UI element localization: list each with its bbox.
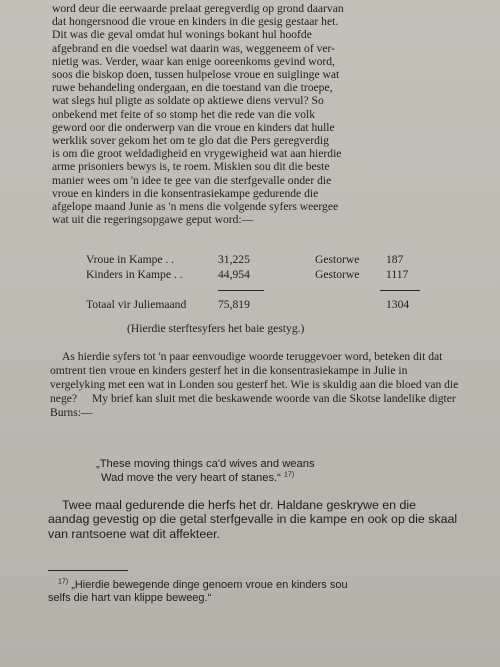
footnote-divider [48,570,128,571]
text-line: Dit was die geval omdat hul wonings bokant hul hoofde [52,28,312,42]
text-line: het in die konsentrasiekampe in Julie in vergelyking met een [50,364,408,391]
table-caption: (Hierdie sterftesyfers het baie gestyg.) [127,322,305,335]
burns-quote [96,457,456,485]
paragraph-2 [50,350,460,420]
total-label: Totaal vir Juliemaand [86,298,187,311]
text-line: wat uit die regeringsopgawe geput word:— [52,213,254,227]
text-line: onbekend met feite of so stomp het die rede van die volk [52,107,316,121]
footnote [48,579,460,605]
text-line: wat slegs hul pligte as soldate op aktiewe diens vervul? So [52,94,324,108]
text-line: Twee maal gedurende die herfs het dr. Haldane [62,498,324,512]
text-line: van die nege? [50,378,459,405]
text-line: My brief kan sluit met die beskawende woorde van die [91,392,347,405]
row-count: 31,225 [218,253,250,266]
text-line: in die kampe en ook op die skaal van rantsoene wat dit [48,512,458,541]
quote-line: „These moving things ca'd wives and weans [96,458,315,470]
text-line: word deur die eerwaarde prelaat geregverdig op grond daarvan [52,2,344,15]
paragraph-3 [48,498,460,541]
table-row [86,267,426,282]
row-deaths: 187 [386,253,404,266]
quote-line-text: Wad move the very heart of stanes.“ [101,472,281,484]
text-line: soos die biskop doen, tussen hulpelose vroue en suiglinge wat [52,68,340,82]
row-label: Vroue in Kampe . . [86,253,175,266]
sum-rule-deaths [380,290,420,291]
table-total-row [86,297,426,312]
text-line: nietig was. Verder, waar kan enige ooreenkoms gevind word, [52,54,335,68]
text-line: ruwe behandeling ondergaan, en die toestand van die troepe, [52,81,333,95]
footnote-line-1 [48,579,460,592]
table-row [86,252,426,267]
mortality-table [86,252,426,312]
total-count: 75,819 [218,298,250,311]
text-line: wat in Londen sou gesterf het. Wie is skuldig aan die bloed [147,378,422,391]
text-line: Skotse landelike digter Burns:— [50,392,456,419]
text-line: geword oor die onderwerp van die vroue en kinders dat hulle [52,120,335,134]
row-deaths: 1117 [386,268,409,281]
footnote-text: „Hierdie bewegende dinge genoem vroue en kinders sou [71,579,348,591]
footnote-ref: 17) [284,471,295,479]
paragraph-1 [52,2,460,226]
text-line: word, beteken dit dat omtrent tien vroue en kinders gesterf [50,350,443,377]
sum-rule-count [218,290,264,291]
row-count: 44,954 [218,268,250,281]
total-deaths: 1304 [386,298,410,311]
text-line: manier wees om 'n idee te gee van die sterfgevalle onder die [52,173,332,187]
text-line: geskrywe en die aandag gevestig op die getal sterfgevalle [48,498,417,527]
text-line: arme prisoniers bewys is, te roem. Miskien sou dit die beste [52,160,330,174]
text-line: vroue en kinders in die konsentrasiekampe gedurende die [52,186,319,200]
footnote-mark: 17) [58,578,69,586]
quote-line-2 [96,471,456,485]
row-status: Gestorwe [315,268,360,281]
text-line: afgebrand en die voedsel wat daarin was, weggeneem of ver- [52,41,336,55]
text-line: As hierdie syfers tot 'n paar eenvoudige woorde teruggevoer [62,350,342,363]
footnote-line-2: selfs die hart van klippe beweeg.“ [48,592,212,604]
text-line: affekteer. [169,526,220,541]
row-label: Kinders in Kampe . . [86,268,183,281]
text-line: dat hongersnood die vroue en kinders in die gesig gestaar het. [52,15,339,29]
text-line: afgelope maand Junie as 'n mens die volgende syfers weergee [52,200,339,214]
row-status: Gestorwe [315,253,360,266]
text-line: werklik sover gekom het om te glo dat die Pers geregverdig [52,134,329,148]
text-line: is om die groot weldadigheid en vrygewigheid wat aan hierdie [52,147,342,161]
